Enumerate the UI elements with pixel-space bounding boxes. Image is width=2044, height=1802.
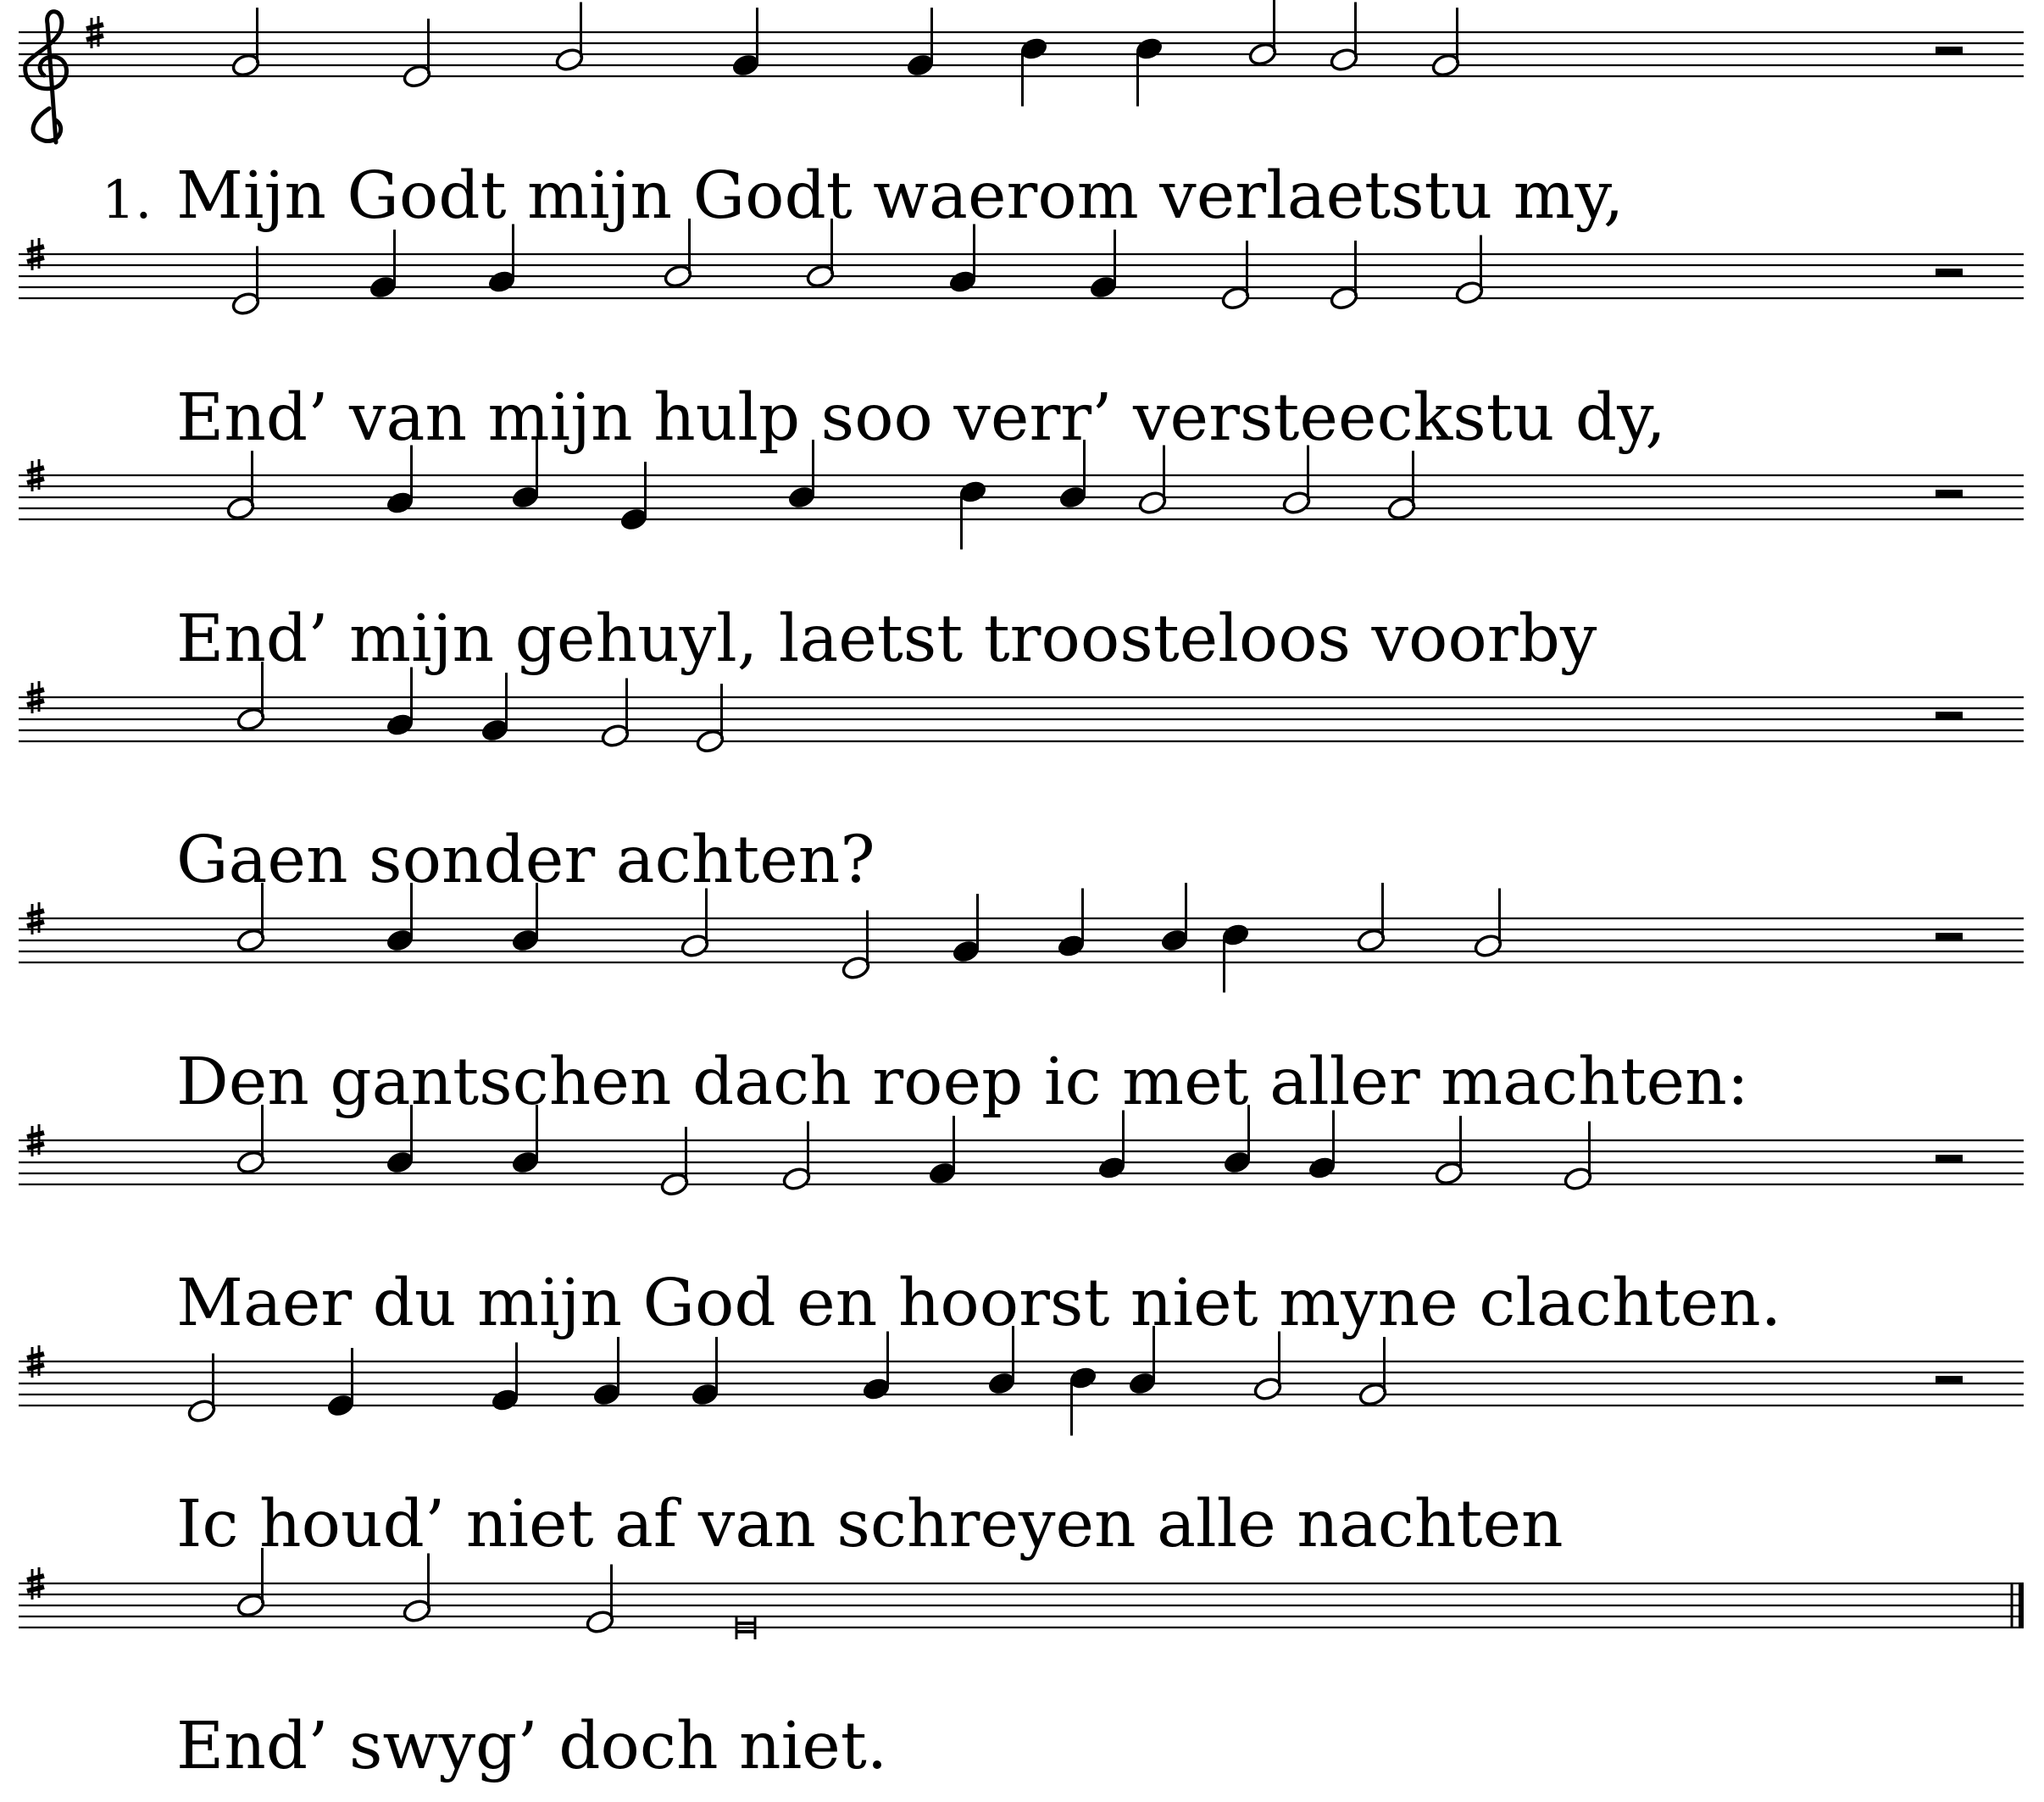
lyric-line: End’ swyg’ doch niet. [176,1709,888,1784]
staff-system [19,0,2024,234]
staff-lines [19,697,2024,741]
note-quarter [385,446,415,516]
note-half [680,889,710,959]
lyric-line: Maer du mijn God en hoorst niet myne clachten. [176,1266,1782,1341]
half-rest [1936,1376,1963,1383]
note-quarter [1134,36,1164,106]
lyric-line: End’ van mijn hulp soo verr’ versteeckstu dy, [176,380,1666,456]
note-half [186,1354,217,1424]
lyric-line: Gaen sonder achten? [176,823,875,898]
half-rest [1936,933,1963,940]
half-rest [1936,269,1963,276]
note-half [600,679,630,749]
note-half [231,247,261,317]
note-half [1329,3,1359,73]
staff-lines [19,254,2024,298]
staff-lines [19,1140,2024,1184]
lyric-line: Ic houd’ niet af van schreyen alle nachten [176,1487,1564,1562]
note-quarter [1307,1111,1337,1181]
note-half [1454,236,1485,306]
note-half [781,1122,812,1192]
note-half [1253,1332,1283,1402]
note-half [1473,889,1503,959]
half-rest [1936,47,1963,54]
note-quarter [861,1332,891,1402]
note-half [554,3,585,73]
staff-system [19,662,2024,898]
note-quarter [486,225,517,295]
staff-lines [19,1361,2024,1406]
note-quarter [1068,1365,1098,1435]
note-quarter [385,668,415,738]
staff-lines [19,918,2024,962]
note-quarter [1220,922,1251,992]
half-rest [1936,490,1963,497]
staff-system [19,219,2024,456]
staff-system [19,883,2024,1120]
staff-system [19,1548,2024,1784]
note-quarter [958,479,988,549]
lyric-line: End’ mijn gehuyl, laetst troosteloos voorby [176,602,1597,677]
note-half [1563,1122,1593,1192]
staff-lines [19,475,2024,519]
lyric-line: Mijn Godt mijn Godt waerom verlaetstu my, [176,158,1625,234]
note-quarter [1019,36,1049,106]
staff-system [19,1326,2024,1562]
staff-system [19,1105,2024,1341]
note-half [841,911,871,981]
note-half [1247,0,1278,67]
note-quarter [490,1343,520,1413]
staff-system [19,440,2024,677]
verse-number: 1. [102,169,153,230]
staff-lines [19,1583,2024,1627]
note-quarter [1056,889,1086,959]
half-rest [1936,712,1963,719]
note-half [1137,446,1168,516]
note-half [1281,446,1312,516]
lyric-line: Den gantschen dach roep ic met aller machten: [176,1045,1749,1120]
note-half [585,1565,615,1635]
note-quarter [947,225,978,295]
note-half [402,1554,432,1624]
half-rest [1936,1155,1963,1162]
note-quarter [1097,1111,1127,1181]
